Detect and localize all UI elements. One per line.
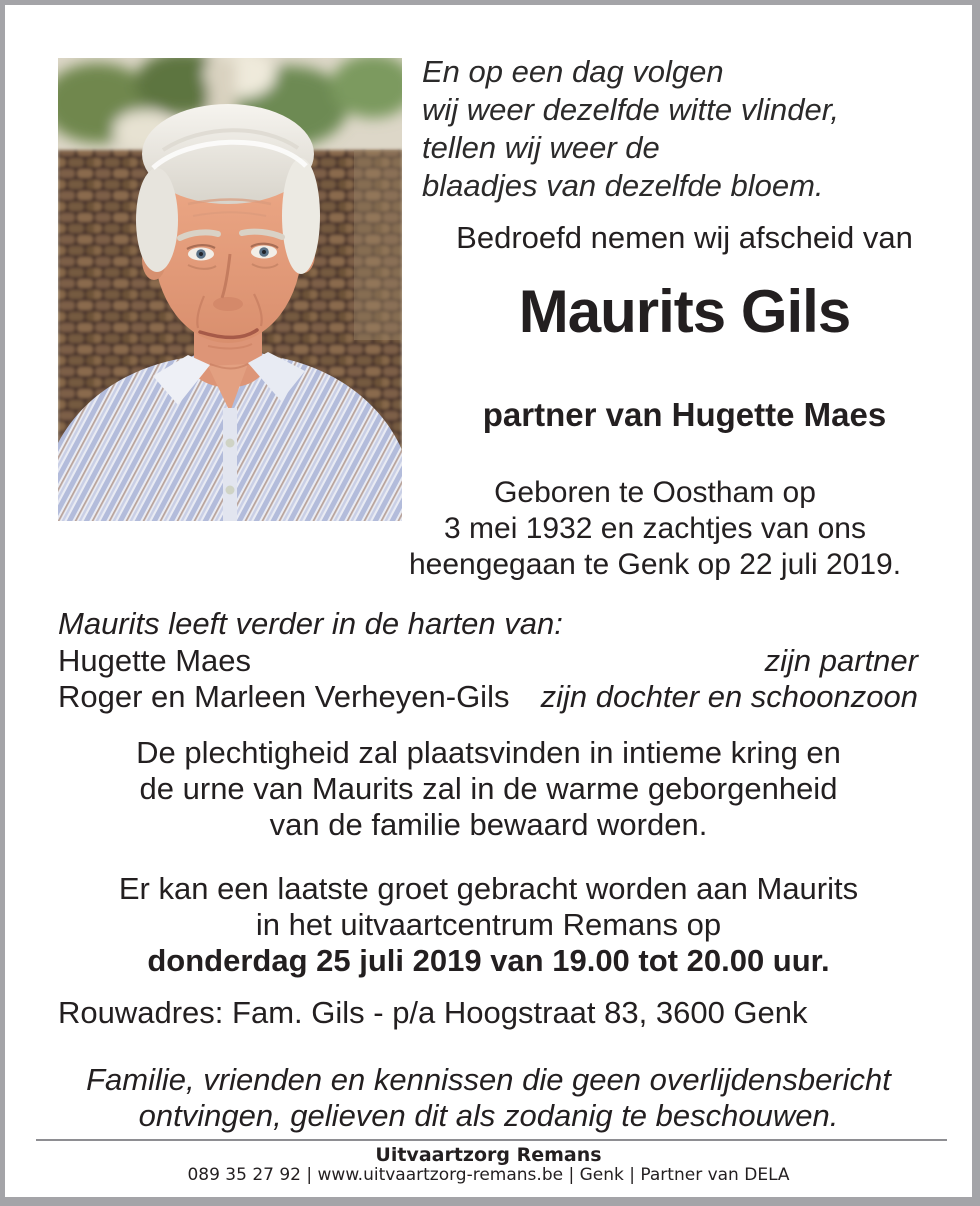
family-heading: Maurits leeft verder in de harten van:: [58, 606, 563, 641]
farewell-line: in het uitvaartcentrum Remans op: [255, 907, 722, 942]
poem-line: tellen wij weer de: [422, 130, 660, 165]
farewell-datetime: donderdag 25 juli 2019 van 19.00 tot 20.00 uur.: [147, 943, 830, 978]
poem-line: blaadjes van dezelfde bloem.: [422, 168, 824, 203]
mourning-card: [5, 5, 972, 1197]
poem: [422, 53, 962, 205]
footer-contact: 089 35 27 92 | www.uitvaartzorg-remans.be | Genk | Partner van DELA: [187, 1165, 790, 1185]
farewell-line: Er kan een laatste groet gebracht worden aan Maurits: [118, 871, 859, 906]
ceremony-section: [5, 735, 972, 843]
notice-section: [5, 1062, 972, 1134]
ceremony-line: de urne van Maurits zal in de warme geborgenheid: [139, 771, 838, 806]
portrait-photo: [58, 58, 402, 521]
footer-divider: [36, 1139, 947, 1141]
family-member-relation: zijn partner: [764, 642, 918, 678]
farewell-section: [5, 871, 972, 979]
life-dates-line: 3 mei 1932 en zachtjes van ons: [444, 512, 866, 545]
deceased-name: Maurits Gils: [518, 278, 851, 345]
life-dates: [345, 475, 965, 583]
notice-line: Familie, vrienden en kennissen die geen overlijdensbericht: [86, 1062, 891, 1097]
life-dates-line: Geboren te Oostham op: [494, 476, 816, 509]
portrait-photo-graphic: [58, 58, 402, 521]
ceremony-line: De plechtigheid zal plaatsvinden in intieme kring en: [136, 735, 841, 770]
family-row: [58, 679, 918, 716]
family-row: [58, 643, 918, 680]
partner-line: partner van Hugette Maes: [482, 396, 887, 433]
family-section: [58, 606, 918, 716]
life-dates-line: heengegaan te Genk op 22 juli 2019.: [408, 548, 902, 581]
ceremony-line: van de familie bewaard worden.: [269, 807, 708, 842]
mourning-address: Rouwadres: Fam. Gils - p/a Hoogstraat 83, 3600 Genk: [58, 995, 808, 1030]
family-member-name: Hugette Maes: [58, 642, 251, 678]
footer-company: Uitvaartzorg Remans: [375, 1144, 602, 1166]
notice-line: ontvingen, gelieven dit als zodanig te beschouwen.: [138, 1098, 839, 1133]
poem-line: wij weer dezelfde witte vlinder,: [422, 92, 839, 127]
intro-line: Bedroefd nemen wij afscheid van: [456, 220, 913, 255]
family-member-name: Roger en Marleen Verheyen-Gils: [58, 679, 510, 714]
family-member-relation: zijn dochter en schoonzoon: [540, 679, 918, 714]
poem-line: En op een dag volgen: [422, 54, 724, 89]
